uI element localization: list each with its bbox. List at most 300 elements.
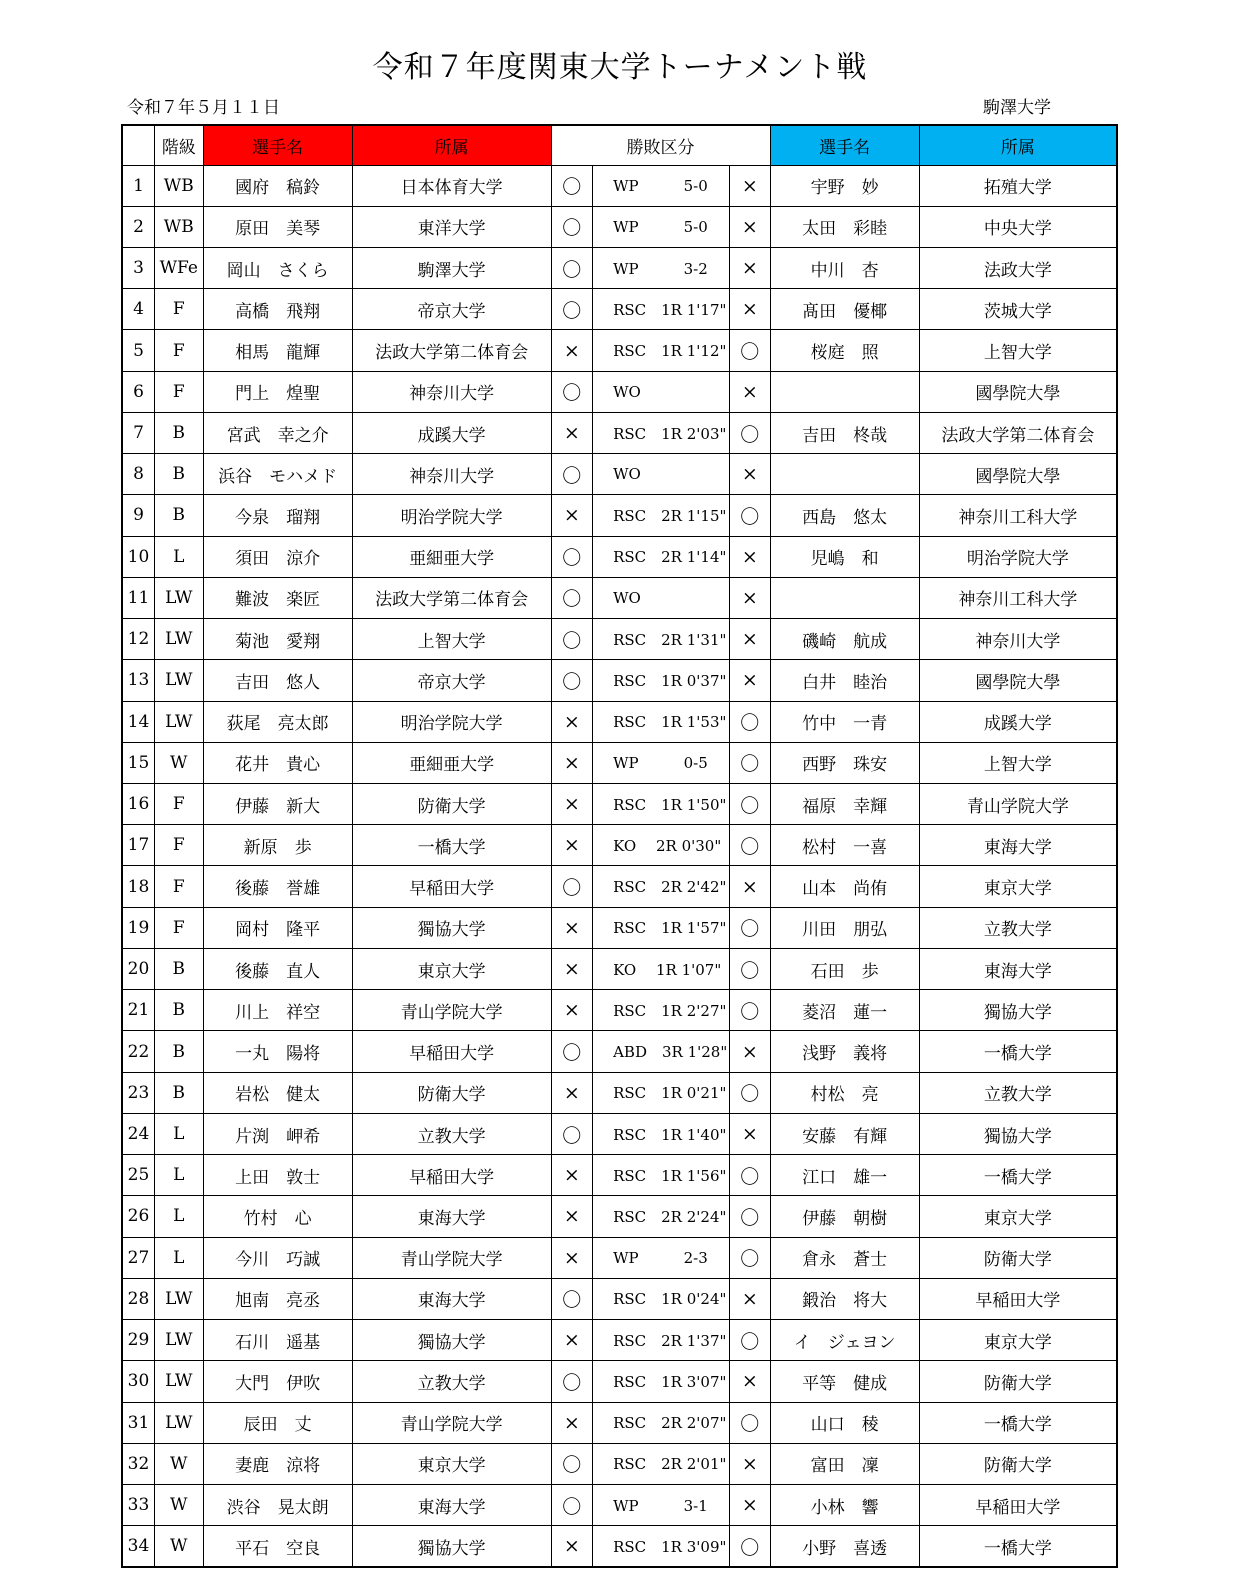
header-blue-name: 選手名 xyxy=(770,125,919,165)
blue-boxer-name xyxy=(770,371,919,412)
result-method: WP 5-0 xyxy=(593,206,730,247)
red-boxer-name: 大門 伊吹 xyxy=(203,1361,352,1402)
bout-row xyxy=(122,660,1117,701)
red-result-mark: 〇 xyxy=(551,536,593,577)
blue-boxer-school: 防衛大学 xyxy=(919,1237,1117,1278)
bout-number: 18 xyxy=(122,866,154,907)
result-method: RSC 1R 0'24" xyxy=(593,1278,730,1319)
red-result-mark: 〇 xyxy=(551,1278,593,1319)
red-result-mark: × xyxy=(551,1320,593,1361)
red-boxer-name: 高橋 飛翔 xyxy=(203,289,352,330)
bout-number: 12 xyxy=(122,619,154,660)
bouts-body xyxy=(122,165,1117,1567)
red-boxer-name: 浜谷 モハメド xyxy=(203,454,352,495)
blue-boxer-school: 成蹊大学 xyxy=(919,701,1117,742)
bout-number: 11 xyxy=(122,577,154,618)
blue-result-mark: 〇 xyxy=(730,412,771,453)
weight-class: F xyxy=(154,289,203,330)
blue-boxer-name: 中川 杏 xyxy=(770,247,919,288)
result-method: RSC 1R 1'40" xyxy=(593,1113,730,1154)
event-date: 令和７年５月１１日 xyxy=(127,98,280,118)
red-boxer-school: 立教大学 xyxy=(352,1361,551,1402)
red-result-mark: 〇 xyxy=(551,660,593,701)
bout-number: 27 xyxy=(122,1237,154,1278)
red-result-mark: × xyxy=(551,701,593,742)
weight-class: L xyxy=(154,1155,203,1196)
red-result-mark: 〇 xyxy=(551,1031,593,1072)
document-title: 令和７年度関東大学トーナメント戦 xyxy=(372,50,868,85)
weight-class: B xyxy=(154,1072,203,1113)
weight-class: LW xyxy=(154,1361,203,1402)
red-boxer-name: 宮武 幸之介 xyxy=(203,412,352,453)
red-boxer-name: 門上 煌聖 xyxy=(203,371,352,412)
blue-boxer-name: 村松 亮 xyxy=(770,1072,919,1113)
blue-boxer-school: 法政大学第二体育会 xyxy=(919,412,1117,453)
red-boxer-school: 防衛大学 xyxy=(352,1072,551,1113)
blue-result-mark: × xyxy=(730,577,771,618)
red-result-mark: 〇 xyxy=(551,1113,593,1154)
blue-boxer-school: 一橋大学 xyxy=(919,1526,1117,1567)
header-result: 勝敗区分 xyxy=(551,125,770,165)
blue-boxer-name: 児嶋 和 xyxy=(770,536,919,577)
blue-boxer-school: 東海大学 xyxy=(919,948,1117,989)
weight-class: L xyxy=(154,1113,203,1154)
blue-result-mark: 〇 xyxy=(730,1072,771,1113)
result-method: RSC 2R 2'07" xyxy=(593,1402,730,1443)
blue-boxer-name: 小林 響 xyxy=(770,1485,919,1526)
blue-result-mark: × xyxy=(730,289,771,330)
result-method: RSC 2R 1'31" xyxy=(593,619,730,660)
results-table xyxy=(121,124,1118,1568)
red-result-mark: 〇 xyxy=(551,371,593,412)
red-boxer-name: 旭南 亮丞 xyxy=(203,1278,352,1319)
bout-number: 10 xyxy=(122,536,154,577)
blue-result-mark: 〇 xyxy=(730,1526,771,1567)
blue-result-mark: × xyxy=(730,1031,771,1072)
bout-row xyxy=(122,866,1117,907)
blue-boxer-name: 石田 歩 xyxy=(770,948,919,989)
result-method: WP 3-2 xyxy=(593,247,730,288)
bout-row xyxy=(122,1196,1117,1237)
bout-number: 14 xyxy=(122,701,154,742)
red-boxer-school: 獨協大学 xyxy=(352,907,551,948)
red-boxer-name: 石川 遥基 xyxy=(203,1320,352,1361)
blue-result-mark: × xyxy=(730,660,771,701)
header-blue-school: 所属 xyxy=(919,125,1117,165)
bout-number: 29 xyxy=(122,1320,154,1361)
red-result-mark: × xyxy=(551,825,593,866)
red-boxer-name: 花井 貴心 xyxy=(203,742,352,783)
weight-class: B xyxy=(154,454,203,495)
red-boxer-school: 東洋大学 xyxy=(352,206,551,247)
red-boxer-school: 神奈川大学 xyxy=(352,371,551,412)
bout-number: 1 xyxy=(122,165,154,206)
blue-boxer-school: 一橋大学 xyxy=(919,1155,1117,1196)
blue-boxer-school: 國學院大學 xyxy=(919,660,1117,701)
red-boxer-school: 東海大学 xyxy=(352,1196,551,1237)
result-method: WP 0-5 xyxy=(593,742,730,783)
bout-number: 7 xyxy=(122,412,154,453)
blue-boxer-school: 茨城大学 xyxy=(919,289,1117,330)
blue-boxer-name: 山口 稜 xyxy=(770,1402,919,1443)
result-method: WO xyxy=(593,454,730,495)
result-method: RSC 1R 2'27" xyxy=(593,990,730,1031)
bout-row xyxy=(122,1113,1117,1154)
red-boxer-name: 川上 祥空 xyxy=(203,990,352,1031)
weight-class: WB xyxy=(154,165,203,206)
red-boxer-name: 妻鹿 涼将 xyxy=(203,1443,352,1484)
bout-number: 3 xyxy=(122,247,154,288)
bout-row xyxy=(122,1072,1117,1113)
red-boxer-school: 日本体育大学 xyxy=(352,165,551,206)
weight-class: L xyxy=(154,1196,203,1237)
bout-row xyxy=(122,907,1117,948)
bout-row xyxy=(122,206,1117,247)
red-boxer-school: 獨協大学 xyxy=(352,1526,551,1567)
blue-boxer-name: 太田 彩睦 xyxy=(770,206,919,247)
red-result-mark: 〇 xyxy=(551,165,593,206)
red-boxer-school: 帝京大学 xyxy=(352,660,551,701)
red-boxer-school: 早稲田大学 xyxy=(352,866,551,907)
blue-boxer-school: 早稲田大学 xyxy=(919,1278,1117,1319)
blue-boxer-name: 浅野 義将 xyxy=(770,1031,919,1072)
red-boxer-name: 岡村 隆平 xyxy=(203,907,352,948)
blue-result-mark: × xyxy=(730,536,771,577)
blue-boxer-name: 髙田 優椰 xyxy=(770,289,919,330)
red-result-mark: 〇 xyxy=(551,619,593,660)
blue-boxer-school: 立教大学 xyxy=(919,1072,1117,1113)
blue-boxer-school: 國學院大學 xyxy=(919,454,1117,495)
event-venue: 駒澤大学 xyxy=(983,98,1051,118)
bout-row xyxy=(122,784,1117,825)
weight-class: W xyxy=(154,1485,203,1526)
bout-row xyxy=(122,825,1117,866)
red-boxer-school: 早稲田大学 xyxy=(352,1155,551,1196)
blue-boxer-school: 神奈川工科大学 xyxy=(919,577,1117,618)
blue-boxer-school: 東京大学 xyxy=(919,866,1117,907)
result-method: WO xyxy=(593,371,730,412)
red-result-mark: × xyxy=(551,784,593,825)
weight-class: LW xyxy=(154,577,203,618)
result-method: RSC 2R 2'24" xyxy=(593,1196,730,1237)
blue-boxer-name: 福原 幸輝 xyxy=(770,784,919,825)
red-boxer-school: 駒澤大学 xyxy=(352,247,551,288)
weight-class: B xyxy=(154,1031,203,1072)
blue-boxer-name: 松村 一喜 xyxy=(770,825,919,866)
red-boxer-school: 神奈川大学 xyxy=(352,454,551,495)
bout-number: 17 xyxy=(122,825,154,866)
red-result-mark: × xyxy=(551,1526,593,1567)
red-boxer-school: 法政大学第二体育会 xyxy=(352,330,551,371)
bout-number: 26 xyxy=(122,1196,154,1237)
bout-row xyxy=(122,536,1117,577)
bout-number: 24 xyxy=(122,1113,154,1154)
weight-class: WB xyxy=(154,206,203,247)
bout-number: 16 xyxy=(122,784,154,825)
result-method: RSC 1R 0'21" xyxy=(593,1072,730,1113)
red-boxer-name: 岡山 さくら xyxy=(203,247,352,288)
weight-class: L xyxy=(154,1237,203,1278)
bout-row xyxy=(122,1361,1117,1402)
blue-boxer-school: 防衛大学 xyxy=(919,1443,1117,1484)
red-boxer-school: 防衛大学 xyxy=(352,784,551,825)
bout-row xyxy=(122,1526,1117,1567)
bout-row xyxy=(122,1320,1117,1361)
blue-boxer-school: 明治学院大学 xyxy=(919,536,1117,577)
red-boxer-school: 明治学院大学 xyxy=(352,701,551,742)
red-boxer-school: 獨協大学 xyxy=(352,1320,551,1361)
bout-number: 8 xyxy=(122,454,154,495)
red-boxer-school: 上智大学 xyxy=(352,619,551,660)
weight-class: LW xyxy=(154,619,203,660)
blue-result-mark: 〇 xyxy=(730,701,771,742)
red-boxer-school: 早稲田大学 xyxy=(352,1031,551,1072)
bout-row xyxy=(122,701,1117,742)
result-method: RSC 1R 3'07" xyxy=(593,1361,730,1402)
blue-boxer-name xyxy=(770,577,919,618)
red-boxer-school: 明治学院大学 xyxy=(352,495,551,536)
bout-row xyxy=(122,577,1117,618)
blue-boxer-school: 獨協大学 xyxy=(919,990,1117,1031)
red-boxer-name: 片渕 岬希 xyxy=(203,1113,352,1154)
red-result-mark: × xyxy=(551,1155,593,1196)
red-boxer-name: 新原 歩 xyxy=(203,825,352,866)
blue-result-mark: × xyxy=(730,247,771,288)
weight-class: F xyxy=(154,371,203,412)
bout-row xyxy=(122,165,1117,206)
red-boxer-name: 辰田 丈 xyxy=(203,1402,352,1443)
blue-boxer-school: 獨協大学 xyxy=(919,1113,1117,1154)
bout-row xyxy=(122,990,1117,1031)
bout-row xyxy=(122,289,1117,330)
result-method: RSC 2R 1'15" xyxy=(593,495,730,536)
blue-boxer-school: 東京大学 xyxy=(919,1320,1117,1361)
blue-boxer-name: 磯崎 航成 xyxy=(770,619,919,660)
blue-result-mark: × xyxy=(730,1113,771,1154)
bout-row xyxy=(122,619,1117,660)
red-boxer-school: 青山学院大学 xyxy=(352,990,551,1031)
blue-boxer-school: 上智大学 xyxy=(919,742,1117,783)
blue-boxer-school: 防衛大学 xyxy=(919,1361,1117,1402)
red-boxer-name: 上田 敦士 xyxy=(203,1155,352,1196)
bout-row xyxy=(122,330,1117,371)
red-boxer-name: 今川 巧誠 xyxy=(203,1237,352,1278)
blue-boxer-name: 竹中 一青 xyxy=(770,701,919,742)
weight-class: W xyxy=(154,742,203,783)
red-result-mark: × xyxy=(551,330,593,371)
weight-class: LW xyxy=(154,1278,203,1319)
blue-result-mark: 〇 xyxy=(730,1402,771,1443)
blue-boxer-school: 立教大学 xyxy=(919,907,1117,948)
blue-result-mark: 〇 xyxy=(730,990,771,1031)
result-method: RSC 1R 1'50" xyxy=(593,784,730,825)
weight-class: WFe xyxy=(154,247,203,288)
blue-result-mark: × xyxy=(730,1443,771,1484)
result-method: RSC 2R 2'01" xyxy=(593,1443,730,1484)
red-boxer-school: 亜細亜大学 xyxy=(352,536,551,577)
result-method: RSC 1R 1'12" xyxy=(593,330,730,371)
blue-result-mark: × xyxy=(730,1485,771,1526)
result-method: WP 2-3 xyxy=(593,1237,730,1278)
blue-result-mark: 〇 xyxy=(730,784,771,825)
result-method: RSC 1R 2'03" xyxy=(593,412,730,453)
blue-boxer-name: 安藤 有輝 xyxy=(770,1113,919,1154)
weight-class: B xyxy=(154,495,203,536)
blue-boxer-name: 富田 凜 xyxy=(770,1443,919,1484)
red-boxer-name: 須田 涼介 xyxy=(203,536,352,577)
bout-row xyxy=(122,495,1117,536)
header-red-school: 所属 xyxy=(352,125,551,165)
header-red-name: 選手名 xyxy=(203,125,352,165)
weight-class: F xyxy=(154,866,203,907)
blue-result-mark: 〇 xyxy=(730,742,771,783)
blue-boxer-name: 桜庭 照 xyxy=(770,330,919,371)
red-result-mark: 〇 xyxy=(551,577,593,618)
blue-boxer-school: 青山学院大学 xyxy=(919,784,1117,825)
blue-boxer-name xyxy=(770,454,919,495)
blue-result-mark: × xyxy=(730,206,771,247)
bout-number: 25 xyxy=(122,1155,154,1196)
red-boxer-name: 國府 稿鈴 xyxy=(203,165,352,206)
blue-boxer-school: 國學院大學 xyxy=(919,371,1117,412)
red-boxer-school: 東海大学 xyxy=(352,1278,551,1319)
red-boxer-name: 菊池 愛翔 xyxy=(203,619,352,660)
header-number xyxy=(122,125,154,165)
blue-boxer-name: 宇野 妙 xyxy=(770,165,919,206)
result-method: KO 1R 1'07" xyxy=(593,948,730,989)
red-result-mark: × xyxy=(551,1072,593,1113)
blue-result-mark: × xyxy=(730,619,771,660)
red-result-mark: × xyxy=(551,1402,593,1443)
red-boxer-school: 帝京大学 xyxy=(352,289,551,330)
bout-number: 22 xyxy=(122,1031,154,1072)
result-method: ABD 3R 1'28" xyxy=(593,1031,730,1072)
red-result-mark: × xyxy=(551,412,593,453)
red-boxer-school: 東海大学 xyxy=(352,1485,551,1526)
header-class: 階級 xyxy=(154,125,203,165)
red-boxer-school: 青山学院大学 xyxy=(352,1237,551,1278)
red-result-mark: × xyxy=(551,990,593,1031)
red-boxer-name: 竹村 心 xyxy=(203,1196,352,1237)
red-boxer-school: 亜細亜大学 xyxy=(352,742,551,783)
red-result-mark: 〇 xyxy=(551,454,593,495)
bout-number: 13 xyxy=(122,660,154,701)
weight-class: B xyxy=(154,412,203,453)
red-boxer-school: 法政大学第二体育会 xyxy=(352,577,551,618)
result-method: RSC 1R 1'57" xyxy=(593,907,730,948)
red-result-mark: 〇 xyxy=(551,1361,593,1402)
bout-number: 4 xyxy=(122,289,154,330)
red-boxer-name: 岩松 健太 xyxy=(203,1072,352,1113)
red-boxer-school: 立教大学 xyxy=(352,1113,551,1154)
blue-boxer-name: 菱沼 蓮一 xyxy=(770,990,919,1031)
bout-row xyxy=(122,247,1117,288)
weight-class: F xyxy=(154,330,203,371)
blue-result-mark: × xyxy=(730,454,771,495)
result-method: RSC 1R 3'09" xyxy=(593,1526,730,1567)
blue-boxer-school: 東京大学 xyxy=(919,1196,1117,1237)
header-row xyxy=(122,125,1117,165)
blue-result-mark: 〇 xyxy=(730,1155,771,1196)
blue-boxer-name: 小野 喜透 xyxy=(770,1526,919,1567)
bout-number: 9 xyxy=(122,495,154,536)
blue-boxer-name: 鍛治 将大 xyxy=(770,1278,919,1319)
bout-number: 31 xyxy=(122,1402,154,1443)
weight-class: F xyxy=(154,825,203,866)
bout-row xyxy=(122,454,1117,495)
blue-boxer-school: 法政大学 xyxy=(919,247,1117,288)
result-method: WP 3-1 xyxy=(593,1485,730,1526)
bout-number: 28 xyxy=(122,1278,154,1319)
bout-number: 33 xyxy=(122,1485,154,1526)
blue-boxer-name: 山本 尚侑 xyxy=(770,866,919,907)
blue-boxer-name: 白井 睦治 xyxy=(770,660,919,701)
red-result-mark: × xyxy=(551,1237,593,1278)
blue-result-mark: × xyxy=(730,165,771,206)
blue-result-mark: 〇 xyxy=(730,1196,771,1237)
red-boxer-school: 成蹊大学 xyxy=(352,412,551,453)
blue-result-mark: 〇 xyxy=(730,330,771,371)
blue-boxer-school: 中央大学 xyxy=(919,206,1117,247)
bout-row xyxy=(122,948,1117,989)
red-result-mark: × xyxy=(551,1196,593,1237)
result-method: RSC 1R 1'56" xyxy=(593,1155,730,1196)
red-boxer-name: 後藤 直人 xyxy=(203,948,352,989)
red-result-mark: 〇 xyxy=(551,289,593,330)
red-boxer-school: 東京大学 xyxy=(352,948,551,989)
blue-result-mark: × xyxy=(730,1361,771,1402)
blue-boxer-name: 西野 珠安 xyxy=(770,742,919,783)
bout-number: 34 xyxy=(122,1526,154,1567)
bout-row xyxy=(122,371,1117,412)
blue-boxer-name: 平等 健成 xyxy=(770,1361,919,1402)
blue-boxer-name: 吉田 柊哉 xyxy=(770,412,919,453)
bout-row xyxy=(122,412,1117,453)
blue-boxer-school: 早稲田大学 xyxy=(919,1485,1117,1526)
blue-boxer-school: 一橋大学 xyxy=(919,1402,1117,1443)
red-boxer-school: 青山学院大学 xyxy=(352,1402,551,1443)
blue-boxer-school: 拓殖大学 xyxy=(919,165,1117,206)
red-result-mark: × xyxy=(551,907,593,948)
result-method: KO 2R 0'30" xyxy=(593,825,730,866)
blue-result-mark: 〇 xyxy=(730,825,771,866)
blue-result-mark: × xyxy=(730,1278,771,1319)
bout-row xyxy=(122,1485,1117,1526)
red-boxer-name: 平石 空良 xyxy=(203,1526,352,1567)
weight-class: F xyxy=(154,907,203,948)
red-boxer-name: 原田 美琴 xyxy=(203,206,352,247)
bout-row xyxy=(122,1237,1117,1278)
red-boxer-name: 渋谷 晃太朗 xyxy=(203,1485,352,1526)
weight-class: W xyxy=(154,1443,203,1484)
bout-number: 32 xyxy=(122,1443,154,1484)
result-method: WP 5-0 xyxy=(593,165,730,206)
blue-boxer-name: 江口 雄一 xyxy=(770,1155,919,1196)
blue-boxer-school: 一橋大学 xyxy=(919,1031,1117,1072)
blue-result-mark: 〇 xyxy=(730,1320,771,1361)
blue-result-mark: × xyxy=(730,866,771,907)
red-result-mark: 〇 xyxy=(551,1443,593,1484)
red-boxer-name: 荻尾 亮太郎 xyxy=(203,701,352,742)
bout-row xyxy=(122,742,1117,783)
bout-row xyxy=(122,1402,1117,1443)
weight-class: LW xyxy=(154,701,203,742)
blue-boxer-name: 倉永 蒼士 xyxy=(770,1237,919,1278)
red-result-mark: 〇 xyxy=(551,206,593,247)
result-method: RSC 1R 1'17" xyxy=(593,289,730,330)
bout-number: 21 xyxy=(122,990,154,1031)
blue-result-mark: 〇 xyxy=(730,907,771,948)
